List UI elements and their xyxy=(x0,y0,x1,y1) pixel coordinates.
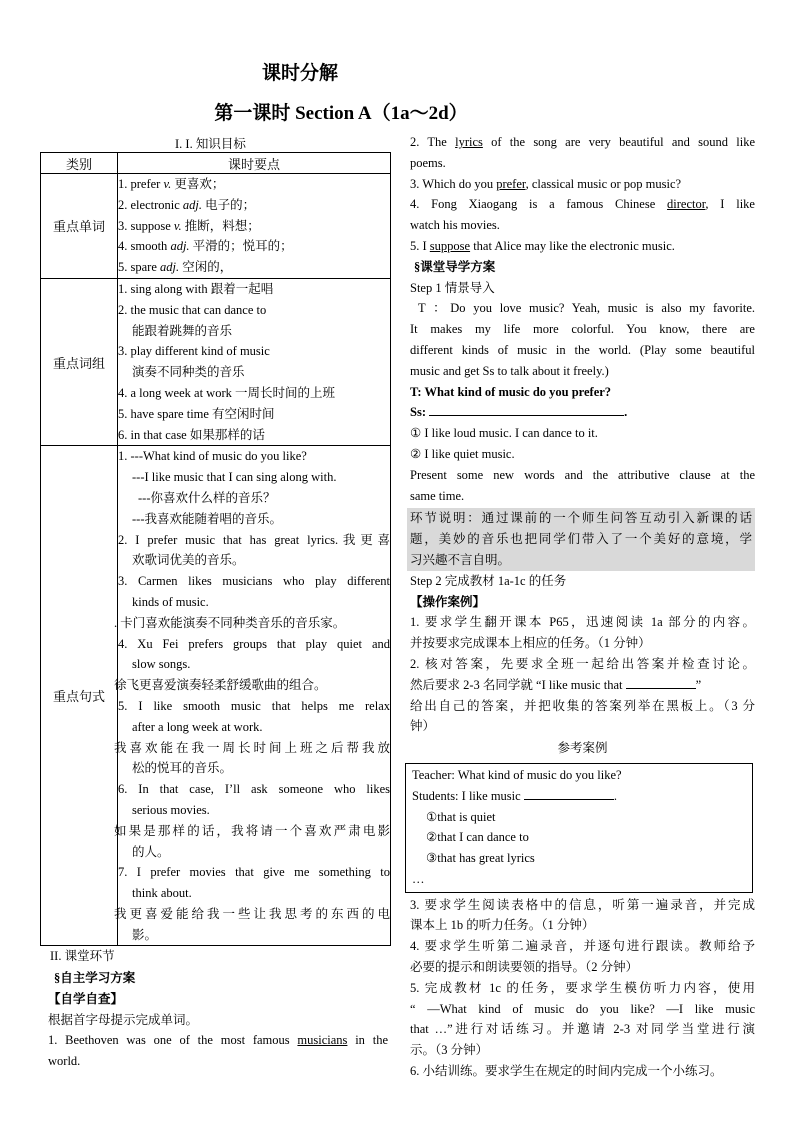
word-item: 1. prefer v. 更喜欢； xyxy=(118,177,225,191)
present-line: Present some new words and the attributive clause at the xyxy=(410,467,755,482)
operation-line: 给出自己的答案，并把收集的答案列举在黑板上。（3 分 xyxy=(410,698,755,713)
self-check-heading: 【自学自查】 xyxy=(48,991,124,1006)
category-words: 重点单词 xyxy=(41,174,118,279)
phrase-item: 1. sing along with 跟着一起唱 xyxy=(118,281,274,296)
phrase-translation: 演奏不同种类的音乐 xyxy=(132,365,245,380)
sentence-line: ---I like music that I can sing along with. xyxy=(132,470,337,485)
reference-ellipsis: … xyxy=(412,871,425,886)
step-line: 示。（3 分钟） xyxy=(410,1043,489,1058)
sentence-line: 我喜欢能在我一周长时间上班之后帮我放 xyxy=(114,740,390,755)
reference-option: ③that has great lyrics xyxy=(426,851,535,866)
sentence-line: 我更喜爱能给我一些让我思考的东西的电 xyxy=(114,906,390,921)
exercise-1: 1. Beethoven was one of the most famous musicians in the xyxy=(48,1033,388,1048)
reference-option: ②that I can dance to xyxy=(426,830,529,845)
phrase-item: 5. have spare time 有空闲时间 xyxy=(118,406,275,421)
phrase-translation: 能跟着跳舞的音乐 xyxy=(132,323,233,338)
step-line: 4. 要求学生听第二遍录音，并逐句进行跟读。教师给予 xyxy=(410,939,755,954)
choice-2: ② I like quiet music. xyxy=(410,446,515,461)
step-line: 5. 完成教材 1c 的任务，要求学生模仿听力内容，使用 xyxy=(410,980,755,995)
table-header-points: 课时要点 xyxy=(118,153,391,174)
choice-1: ① I like loud music. I can dance to it. xyxy=(410,426,598,441)
note-line: 习兴趣不言自明。 xyxy=(410,552,511,567)
sentence-line: 2. I prefer music that has great lyrics.我更喜 xyxy=(118,532,390,547)
exercise-2: 2. The lyrics of the song are very beautiful and sound like xyxy=(410,135,755,149)
exercise-4-end: watch his movies. xyxy=(410,218,500,233)
table-row-phrases xyxy=(41,278,391,445)
teacher-line: different kinds of music in the world. (Play some beautiful xyxy=(410,342,755,357)
sentence-line: ---你喜欢什么样的音乐？ xyxy=(138,490,276,505)
sentence-line: ---我喜欢能随着唱的音乐。 xyxy=(132,511,282,526)
reference-box xyxy=(405,763,753,893)
sentence-line: 5. I like smooth music that helps me relax xyxy=(118,698,390,713)
sentence-line: after a long week at work. xyxy=(132,719,263,734)
section-class-steps: II. 课堂环节 xyxy=(50,949,115,963)
word-item: 3. suppose v. 推断，料想； xyxy=(118,218,260,233)
exercise-2-end: poems. xyxy=(410,155,446,170)
note-box xyxy=(407,508,755,570)
sentence-line: slow songs. xyxy=(132,657,191,672)
self-study-plan xyxy=(48,968,388,1072)
sentence-line: 如果是那样的话，我将请一个喜欢严肃电影 xyxy=(114,823,390,838)
teacher-line: T ：Do you love music? Yeah, music is also my favorite. xyxy=(418,301,755,316)
phrases-cell xyxy=(118,278,391,445)
students-answer: Ss: . xyxy=(410,405,628,420)
table-header-category: 类别 xyxy=(41,153,118,174)
sentence-line: 徐飞更喜爱演奏轻柔舒缓歌曲的组合。 xyxy=(114,678,327,693)
answer-blank[interactable] xyxy=(429,415,624,416)
present-line: same time. xyxy=(410,488,465,503)
exercise-4: 4. Fong Xiaogang is a famous Chinese director, I like xyxy=(410,197,755,212)
note-line: 环节说明：通过课前的一个师生问答互动引入新课的话 xyxy=(410,511,752,526)
step-line: 6. 小结训练。要求学生在规定的时间内完成一个小练习。 xyxy=(410,1064,723,1079)
sentence-line: serious movies. xyxy=(132,802,210,817)
sentence-line: 6. In that case, I’ll ask someone who likes xyxy=(118,782,390,797)
operation-line: 1. 要求学生翻开课本 P65，迅速阅读 1a 部分的内容。 xyxy=(410,615,755,630)
exercise-3: 3. Which do you prefer, classical music or pop music? xyxy=(410,176,682,191)
words-cell xyxy=(118,174,391,279)
reference-option: ①that is quiet xyxy=(426,809,496,824)
answer-word: prefer xyxy=(496,176,526,191)
table-header-row xyxy=(41,153,391,174)
answer-word: suppose xyxy=(429,238,471,253)
teacher-line: It makes my life more colorful. You know, there are xyxy=(410,322,755,337)
step-line: that …”进行对话练习。并邀请 2-3 对同学当堂进行演 xyxy=(410,1022,755,1037)
knowledge-table xyxy=(40,152,391,946)
sentences-cell xyxy=(114,446,391,946)
instruction: 根据首字母提示完成单词。 xyxy=(48,1012,199,1027)
sentence-line: 1. ---What kind of music do you like? xyxy=(118,449,307,464)
self-study-heading: §自主学习方案 xyxy=(54,971,136,985)
word-item: 5. spare adj. 空闲的， xyxy=(118,260,233,275)
sentence-line: 影。 xyxy=(132,927,158,942)
answer-word: lyrics xyxy=(455,135,483,149)
exercise-1-end: world. xyxy=(48,1054,81,1069)
answer-blank[interactable] xyxy=(626,688,696,689)
lesson-title: 第一课时 Section A（1a～2d） xyxy=(214,103,468,124)
phrase-item: 6. in that case 如果那样的话 xyxy=(118,427,265,442)
sentence-line: 的人。 xyxy=(132,844,170,859)
page-title: 课时分解 xyxy=(261,63,338,84)
category-sentences: 重点句式 xyxy=(41,446,118,946)
answer-word: musicians xyxy=(297,1033,348,1048)
note-line: 题，美妙的音乐也把同学们带入了一个美好的意境，学 xyxy=(410,532,752,547)
guide-heading: §课堂导学方案 xyxy=(414,259,496,274)
reference-students: Students: I like music . xyxy=(412,788,617,803)
teacher-question: T: What kind of music do you prefer? xyxy=(410,384,612,399)
sentence-line: 松的悦耳的音乐。 xyxy=(132,761,233,776)
sentence-line: 7. I prefer movies that give me something to xyxy=(118,865,390,880)
word-item: 4. smooth adj. 平滑的；悦耳的； xyxy=(118,239,293,254)
sentence-line: 3. Carmen likes musicians who play different xyxy=(118,574,390,589)
teacher-line: music and get Ss to talk about it freely.) xyxy=(410,363,609,378)
right-column xyxy=(410,132,755,1082)
category-phrases: 重点词组 xyxy=(41,278,118,445)
reference-teacher: Teacher: What kind of music do you like? xyxy=(412,767,622,782)
operation-line: 钟） xyxy=(410,719,436,734)
phrase-item: 2. the music that can dance to xyxy=(118,302,267,317)
exercise-5: 5. I suppose that Alice may like the electronic music. xyxy=(410,238,675,253)
step1-heading: Step 1 情景导入 xyxy=(410,280,495,295)
phrase-item: 4. a long week at work 一周长时间的上班 xyxy=(118,385,335,400)
reference-heading: 参考案例 xyxy=(557,741,608,756)
table-row-sentences xyxy=(41,446,391,946)
sentence-line: think about. xyxy=(132,886,192,901)
sentence-line: . 卡门喜欢能演奏不同种类音乐的音乐家。 xyxy=(114,615,346,630)
operation-line: 2. 核对答案，先要求全班一起给出答案并检查讨论。 xyxy=(410,656,755,671)
step-line: 课本上 1b 的听力任务。（1 分钟） xyxy=(410,918,595,933)
sentence-line: kinds of music. xyxy=(132,594,209,609)
section-knowledge-goals: I. I. 知识目标 xyxy=(175,137,246,151)
answer-word: director xyxy=(667,197,706,212)
answer-blank[interactable] xyxy=(524,799,614,800)
step2-heading: Step 2 完成教材 1a-1c 的任务 xyxy=(410,573,567,588)
sentence-line: 4. Xu Fei prefers groups that play quiet and xyxy=(118,636,390,651)
operation-line: 并按要求完成课本上相应的任务。（1 分钟） xyxy=(410,636,651,651)
step-line: 必要的提示和朗读要领的指导。（2 分钟） xyxy=(410,960,639,975)
case-heading: 【操作案例】 xyxy=(410,594,486,609)
word-item: 2. electronic adj. 电子的； xyxy=(118,197,256,212)
step-line: “ —What kind of music do you like? —I like music xyxy=(410,1001,755,1016)
phrase-item: 3. play different kind of music xyxy=(118,344,270,359)
table-row-words xyxy=(41,174,391,279)
step-line: 3. 要求学生阅读表格中的信息，听第一遍录音，并完成 xyxy=(410,897,755,912)
operation-line: 然后要求 2-3 名同学就 “I like music that ” xyxy=(410,677,702,692)
sentence-line: 欢歌词优美的音乐。 xyxy=(132,553,245,568)
